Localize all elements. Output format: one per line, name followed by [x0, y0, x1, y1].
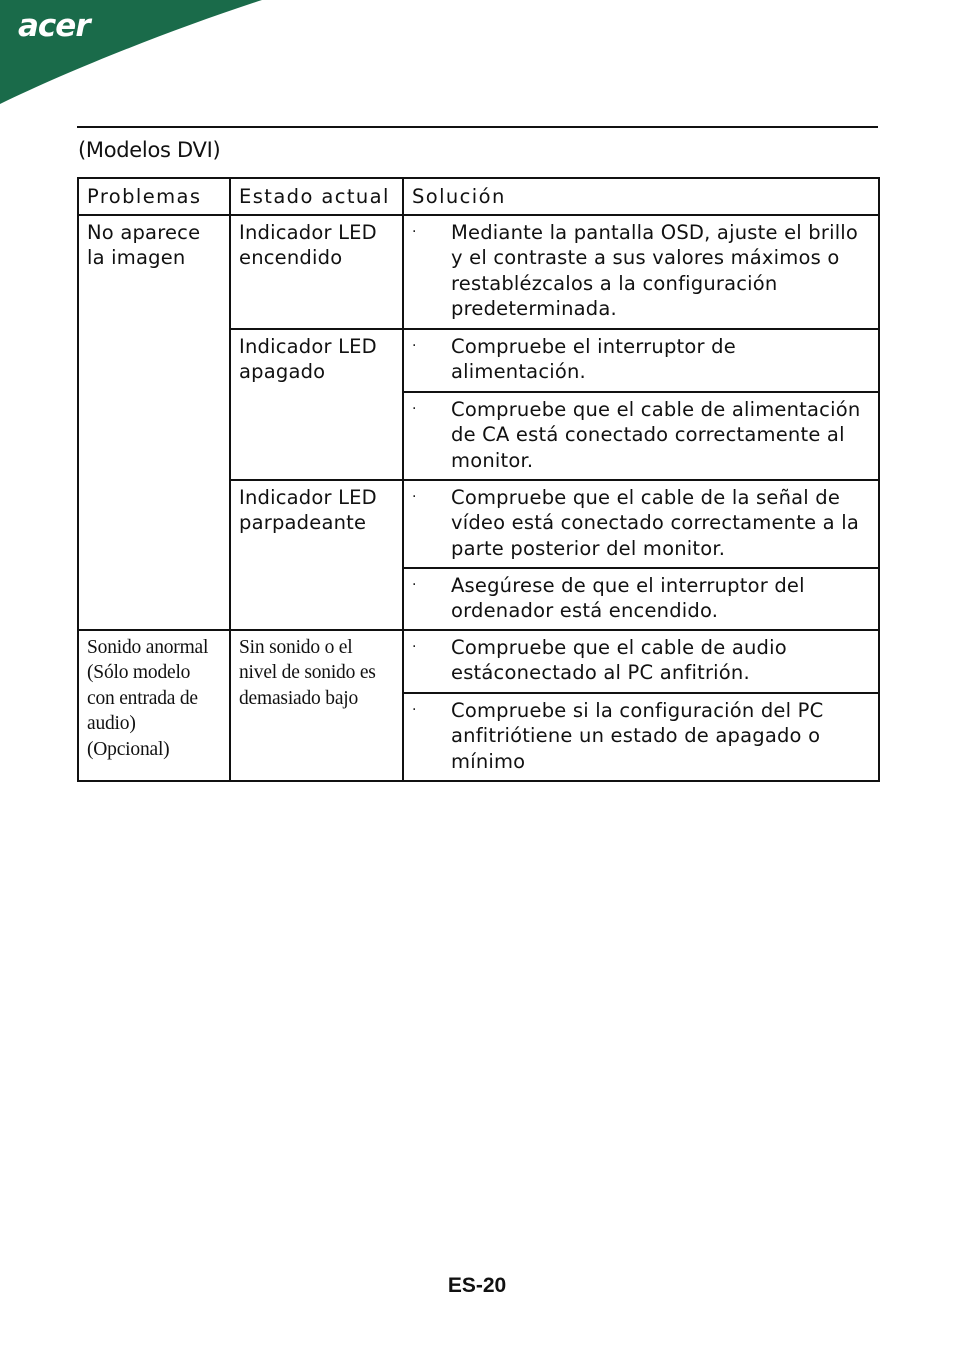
solution-cell	[403, 568, 879, 630]
table-row	[78, 630, 879, 693]
solution-text: Compruebe si la configuración del PC anfitriótiene un estado de apagado o mínimo	[451, 698, 824, 773]
solution-cell	[403, 392, 879, 480]
bullet-icon: ·	[412, 638, 417, 655]
bullet-icon: ·	[412, 400, 417, 417]
state-cell: Indicador LED parpadeante	[230, 480, 403, 630]
acer-logo-text: acer	[18, 8, 90, 44]
solution-cell	[403, 630, 879, 693]
solution-text: Asegúrese de que el interruptor del ordenador está encendido.	[451, 573, 805, 622]
page-number: ES-20	[447, 1274, 507, 1297]
state-cell: Sin sonido o el nivel de sonido es demasiado bajo	[230, 630, 403, 781]
problem-cell: No aparece la imagen	[78, 215, 230, 630]
solution-text: Compruebe que el cable de alimentación de CA está conectado correctamente al monitor.	[451, 397, 861, 472]
troubleshooting-table	[77, 177, 880, 782]
state-cell: Indicador LED apagado	[230, 329, 403, 480]
solution-cell	[403, 480, 879, 568]
solution-cell	[403, 329, 879, 392]
bullet-icon: ·	[412, 223, 417, 240]
acer-logo-band	[0, 0, 270, 110]
table-header-row	[78, 178, 879, 215]
state-cell: Indicador LED encendido	[230, 215, 403, 329]
solution-text: Compruebe que el cable de la señal de vídeo está conectado correctamente a la parte posterior del monitor.	[451, 485, 859, 560]
solution-text: Compruebe que el cable de audio estáconectado al PC anfitrión.	[451, 635, 787, 684]
solution-text: Mediante la pantalla OSD, ajuste el brillo y el contraste a sus valores máximos o restablézcalos a la configuración predeterminada.	[451, 220, 859, 320]
solution-cell	[403, 215, 879, 329]
header-estado-actual: Estado actual	[230, 178, 403, 215]
section-title: (Modelos DVI)	[78, 138, 221, 162]
problem-cell: Sonido anormal (Sólo modelo con entrada de audio) (Opcional)	[78, 630, 230, 781]
bullet-icon: ·	[412, 488, 417, 505]
solution-cell	[403, 693, 879, 781]
header-problemas: Problemas	[78, 178, 230, 215]
table-row	[78, 215, 879, 329]
bullet-icon: ·	[412, 701, 417, 718]
bullet-icon: ·	[412, 337, 417, 354]
bullet-icon: ·	[412, 576, 417, 593]
header-solucion: Solución	[403, 178, 879, 215]
header-rule	[77, 126, 878, 128]
solution-text: Compruebe el interruptor de alimentación.	[451, 334, 736, 383]
